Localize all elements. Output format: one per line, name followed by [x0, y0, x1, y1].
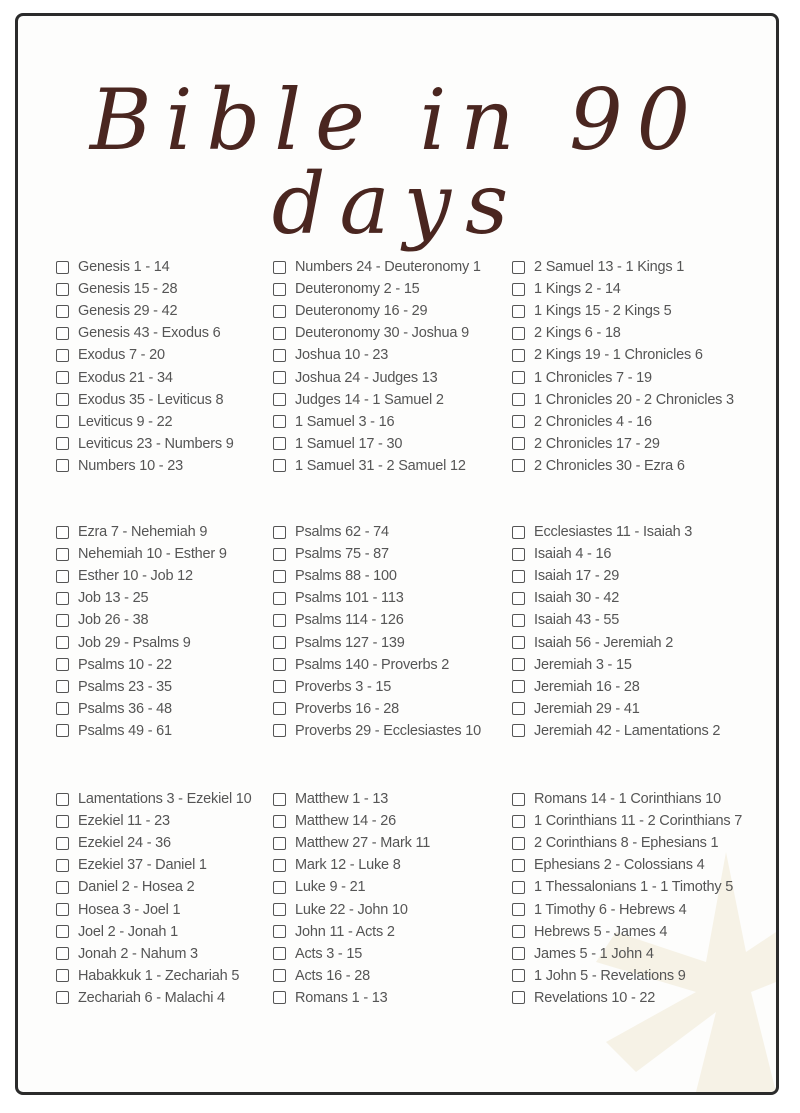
checkbox[interactable]: [56, 925, 69, 938]
checklist-item[interactable]: [273, 300, 427, 322]
checkbox[interactable]: [56, 991, 69, 1004]
checkbox[interactable]: [273, 570, 286, 583]
checklist-item[interactable]: [56, 810, 170, 832]
checklist-item[interactable]: [56, 411, 172, 433]
checklist-item[interactable]: [56, 965, 239, 987]
reading-range-label: Joshua 24 - Judges 13: [295, 369, 438, 386]
checklist-item[interactable]: [56, 256, 170, 278]
reading-range-label: 1 John 5 - Revelations 9: [534, 967, 686, 984]
checklist-item[interactable]: [512, 698, 640, 720]
reading-range-label: Joshua 10 - 23: [295, 347, 389, 364]
checklist-item[interactable]: [56, 943, 198, 965]
checklist-item[interactable]: [512, 587, 619, 609]
checklist-item[interactable]: [273, 389, 444, 411]
checklist-item[interactable]: [273, 543, 389, 565]
reading-range-label: 1 Samuel 17 - 30: [295, 435, 403, 452]
checkbox[interactable]: [512, 636, 525, 649]
checklist-item[interactable]: [273, 676, 391, 698]
checklist-item[interactable]: [56, 433, 234, 455]
checkbox[interactable]: [512, 459, 525, 472]
reading-range-label: Deuteronomy 30 - Joshua 9: [295, 325, 469, 342]
checkbox[interactable]: [512, 724, 525, 737]
checkbox[interactable]: [273, 702, 286, 715]
reading-range-label: Nehemiah 10 - Esther 9: [78, 546, 227, 563]
reading-range-label: Jonah 2 - Nahum 3: [78, 945, 198, 962]
reading-range-label: Jeremiah 3 - 15: [534, 656, 632, 673]
reading-range-label: James 5 - 1 John 4: [534, 945, 654, 962]
checklist-item[interactable]: [56, 367, 173, 389]
checkbox[interactable]: [273, 793, 286, 806]
checklist-item[interactable]: [273, 411, 394, 433]
reading-range-label: 1 Thessalonians 1 - 1 Timothy 5: [534, 879, 734, 896]
checklist-item[interactable]: [56, 720, 172, 742]
reading-range-label: 1 Samuel 3 - 16: [295, 413, 395, 430]
checklist-item[interactable]: [56, 587, 148, 609]
checklist-item[interactable]: [512, 965, 686, 987]
reading-range-label: Psalms 23 - 35: [78, 678, 172, 695]
checkbox[interactable]: [56, 680, 69, 693]
reading-range-label: Exodus 35 - Leviticus 8: [78, 391, 224, 408]
reading-range-label: Proverbs 3 - 15: [295, 678, 392, 695]
reading-range-label: Proverbs 29 - Ecclesiastes 10: [295, 722, 482, 739]
checkbox[interactable]: [273, 548, 286, 561]
checklist-item[interactable]: [56, 278, 177, 300]
checklist-item[interactable]: [512, 921, 667, 943]
checklist-item[interactable]: [512, 788, 721, 810]
checklist-item[interactable]: [512, 720, 720, 742]
checklist-item[interactable]: [512, 876, 733, 898]
reading-range-label: Matthew 14 - 26: [295, 813, 396, 830]
checkbox[interactable]: [56, 283, 69, 296]
checkbox[interactable]: [273, 815, 286, 828]
reading-range-label: Isaiah 30 - 42: [534, 590, 620, 607]
page-title: Bible in 90 days: [89, 71, 705, 253]
reading-range-label: Genesis 29 - 42: [78, 303, 178, 320]
reading-range-label: 2 Samuel 13 - 1 Kings 1: [534, 259, 685, 275]
checklist-item[interactable]: [273, 899, 408, 921]
checklist-item[interactable]: [56, 899, 180, 921]
reading-range-label: Genesis 15 - 28: [78, 281, 178, 298]
reading-range-label: Hebrews 5 - James 4: [534, 923, 668, 940]
checkbox[interactable]: [512, 969, 525, 982]
checklist-item[interactable]: [512, 676, 640, 698]
checkbox[interactable]: [56, 548, 69, 561]
checklist-item[interactable]: [56, 654, 172, 676]
reading-range-label: Isaiah 43 - 55: [534, 612, 620, 629]
checkbox[interactable]: [56, 437, 69, 450]
checklist-item[interactable]: [56, 565, 193, 587]
checkbox[interactable]: [56, 327, 69, 340]
checkbox[interactable]: [56, 415, 69, 428]
checkbox[interactable]: [512, 570, 525, 583]
checkbox[interactable]: [273, 305, 286, 318]
reading-range-label: 1 Kings 15 - 2 Kings 5: [534, 303, 672, 320]
checkbox[interactable]: [56, 393, 69, 406]
checklist-item[interactable]: [512, 543, 611, 565]
checkbox[interactable]: [512, 815, 525, 828]
checkbox[interactable]: [512, 393, 525, 406]
checklist-item[interactable]: [273, 565, 397, 587]
checklist-item[interactable]: [512, 256, 684, 278]
reading-range-label: Revelations 10 - 22: [534, 989, 656, 1006]
checklist-item[interactable]: [273, 521, 389, 543]
checkbox[interactable]: [512, 947, 525, 960]
checkbox[interactable]: [512, 881, 525, 894]
checkbox[interactable]: [56, 459, 69, 472]
reading-range-label: Psalms 88 - 100: [295, 568, 397, 585]
checklist-item[interactable]: [512, 433, 660, 455]
reading-range-label: Psalms 127 - 139: [295, 634, 405, 651]
checklist-item[interactable]: [273, 278, 420, 300]
checklist-item[interactable]: [512, 899, 687, 921]
checklist-item[interactable]: [512, 609, 619, 631]
checkbox[interactable]: [56, 371, 69, 384]
checklist-item[interactable]: [512, 411, 652, 433]
reading-range-label: Ezekiel 24 - 36: [78, 835, 171, 852]
checklist-item[interactable]: [273, 632, 405, 654]
reading-range-label: Psalms 101 - 113: [295, 590, 404, 607]
reading-range-label: Exodus 7 - 20: [78, 347, 165, 364]
reading-range-label: Hosea 3 - Joel 1: [78, 901, 181, 918]
checklist-item[interactable]: [56, 876, 195, 898]
checkbox[interactable]: [273, 991, 286, 1004]
reading-range-label: Proverbs 16 - 28: [295, 700, 399, 717]
reading-range-label: Jeremiah 16 - 28: [534, 678, 640, 695]
reading-range-label: Deuteronomy 2 - 15: [295, 281, 420, 298]
reading-range-label: Ezekiel 37 - Daniel 1: [78, 857, 207, 874]
reading-range-label: Matthew 1 - 13: [295, 791, 389, 807]
checkbox[interactable]: [273, 724, 286, 737]
checklist-item[interactable]: [512, 367, 652, 389]
reading-range-label: Leviticus 23 - Numbers 9: [78, 435, 234, 452]
checklist-item[interactable]: [56, 521, 207, 543]
checkbox[interactable]: [512, 925, 525, 938]
reading-range-label: 2 Kings 6 - 18: [534, 325, 621, 342]
checklist-item[interactable]: [56, 300, 177, 322]
checkbox[interactable]: [56, 349, 69, 362]
checklist-item[interactable]: [56, 609, 148, 631]
checkbox[interactable]: [56, 793, 69, 806]
checkbox[interactable]: [273, 636, 286, 649]
checklist-item[interactable]: [273, 654, 449, 676]
reading-range-label: 2 Kings 19 - 1 Chronicles 6: [534, 347, 703, 364]
checklist-item[interactable]: [512, 654, 632, 676]
checklist-item[interactable]: [56, 344, 165, 366]
checklist-item[interactable]: [56, 698, 172, 720]
checkbox[interactable]: [273, 680, 286, 693]
reading-range-label: 1 Kings 2 - 14: [534, 281, 621, 298]
checklist-item[interactable]: [273, 921, 395, 943]
reading-range-label: Ezra 7 - Nehemiah 9: [78, 524, 208, 540]
reading-range-label: Romans 1 - 13: [295, 989, 388, 1006]
checklist-item[interactable]: [56, 854, 207, 876]
checklist-item[interactable]: [273, 344, 388, 366]
checkbox[interactable]: [56, 903, 69, 916]
checkbox[interactable]: [512, 837, 525, 850]
checkbox[interactable]: [56, 592, 69, 605]
checklist-item[interactable]: [273, 965, 370, 987]
reading-range-label: Daniel 2 - Hosea 2: [78, 879, 195, 896]
checkbox[interactable]: [273, 658, 286, 671]
reading-range-label: Psalms 36 - 48: [78, 700, 172, 717]
checkbox[interactable]: [56, 614, 69, 627]
checklist-item[interactable]: [273, 698, 399, 720]
checklist-item[interactable]: [56, 987, 225, 1009]
reading-range-label: Matthew 27 - Mark 11: [295, 835, 431, 852]
checkbox[interactable]: [273, 837, 286, 850]
reading-range-label: Psalms 49 - 61: [78, 722, 172, 739]
reading-range-label: Acts 3 - 15: [295, 945, 363, 962]
checkbox[interactable]: [273, 261, 286, 274]
reading-range-label: Jeremiah 42 - Lamentations 2: [534, 722, 721, 739]
checklist-item[interactable]: [512, 565, 619, 587]
checkbox[interactable]: [512, 903, 525, 916]
checklist-item[interactable]: [512, 832, 718, 854]
checklist-item[interactable]: [56, 921, 178, 943]
checkbox[interactable]: [512, 437, 525, 450]
checkbox[interactable]: [56, 570, 69, 583]
checkbox[interactable]: [273, 969, 286, 982]
reading-range-label: Job 29 - Psalms 9: [78, 634, 191, 651]
checkbox[interactable]: [512, 305, 525, 318]
checkbox[interactable]: [512, 283, 525, 296]
reading-range-label: Luke 22 - John 10: [295, 901, 408, 918]
reading-range-label: Ephesians 2 - Colossians 4: [534, 857, 705, 874]
checkbox[interactable]: [273, 283, 286, 296]
checklist-item[interactable]: [56, 832, 171, 854]
checklist-item[interactable]: [273, 322, 469, 344]
reading-range-label: Isaiah 4 - 16: [534, 546, 612, 563]
reading-range-label: John 11 - Acts 2: [295, 923, 395, 940]
checkbox[interactable]: [273, 947, 286, 960]
checklist-item[interactable]: [512, 300, 671, 322]
checkbox[interactable]: [56, 815, 69, 828]
checkbox[interactable]: [512, 592, 525, 605]
checklist-item[interactable]: [273, 587, 404, 609]
checkbox[interactable]: [56, 636, 69, 649]
reading-range-label: Habakkuk 1 - Zechariah 5: [78, 967, 240, 984]
reading-range-label: 1 Corinthians 11 - 2 Corinthians 7: [534, 813, 743, 830]
checkbox[interactable]: [273, 327, 286, 340]
checkbox[interactable]: [512, 793, 525, 806]
checkbox[interactable]: [56, 702, 69, 715]
checklist-item[interactable]: [512, 632, 673, 654]
checklist-item[interactable]: [512, 344, 703, 366]
reading-range-label: Genesis 1 - 14: [78, 259, 170, 275]
checkbox[interactable]: [56, 305, 69, 318]
checkbox[interactable]: [273, 371, 286, 384]
checkbox[interactable]: [56, 526, 69, 539]
checkbox[interactable]: [273, 526, 286, 539]
checkbox[interactable]: [512, 415, 525, 428]
reading-range-label: Leviticus 9 - 22: [78, 413, 173, 430]
checkbox[interactable]: [512, 680, 525, 693]
reading-range-label: Psalms 62 - 74: [295, 524, 389, 540]
checkbox[interactable]: [273, 349, 286, 362]
checklist-item[interactable]: [273, 987, 388, 1009]
reading-range-label: Psalms 10 - 22: [78, 656, 172, 673]
reading-range-label: Joel 2 - Jonah 1: [78, 923, 178, 940]
checklist-item[interactable]: [512, 455, 685, 477]
checklist-item[interactable]: [56, 322, 221, 344]
checkbox[interactable]: [273, 614, 286, 627]
checklist-item[interactable]: [512, 521, 692, 543]
reading-plan-sheet: [15, 13, 779, 1095]
checkbox[interactable]: [273, 459, 286, 472]
reading-range-label: Isaiah 56 - Jeremiah 2: [534, 634, 674, 651]
checkbox[interactable]: [273, 881, 286, 894]
checkbox[interactable]: [56, 658, 69, 671]
reading-range-label: 2 Chronicles 30 - Ezra 6: [534, 457, 685, 474]
checklist-item[interactable]: [273, 367, 438, 389]
reading-range-label: Romans 14 - 1 Corinthians 10: [534, 791, 722, 807]
checkbox[interactable]: [273, 859, 286, 872]
checkbox[interactable]: [56, 837, 69, 850]
reading-range-label: 1 Samuel 31 - 2 Samuel 12: [295, 457, 466, 474]
reading-range-label: Psalms 114 - 126: [295, 612, 404, 629]
checklist-item[interactable]: [512, 322, 621, 344]
checklist-item[interactable]: [512, 278, 621, 300]
reading-range-label: Mark 12 - Luke 8: [295, 857, 401, 874]
checklist-item[interactable]: [273, 433, 402, 455]
checklist-item[interactable]: [56, 389, 223, 411]
checkbox[interactable]: [512, 526, 525, 539]
checkbox[interactable]: [273, 592, 286, 605]
checkbox[interactable]: [56, 969, 69, 982]
reading-range-label: Ezekiel 11 - 23: [78, 813, 170, 830]
reading-range-label: Numbers 10 - 23: [78, 457, 183, 474]
checklist-item[interactable]: [273, 876, 365, 898]
checklist-item[interactable]: [56, 543, 227, 565]
checkbox[interactable]: [512, 548, 525, 561]
checklist-item[interactable]: [273, 943, 362, 965]
checklist-item[interactable]: [273, 854, 401, 876]
checklist-item[interactable]: [273, 720, 481, 742]
reading-range-label: Jeremiah 29 - 41: [534, 700, 640, 717]
reading-range-label: Judges 14 - 1 Samuel 2: [295, 391, 444, 408]
checkbox[interactable]: [512, 614, 525, 627]
checkbox[interactable]: [512, 991, 525, 1004]
checklist-item[interactable]: [512, 389, 734, 411]
reading-range-label: Job 26 - 38: [78, 612, 149, 629]
checkbox[interactable]: [273, 925, 286, 938]
checklist-item[interactable]: [273, 455, 466, 477]
checkbox[interactable]: [512, 349, 525, 362]
checklist-item[interactable]: [273, 832, 430, 854]
checklist-item[interactable]: [56, 632, 191, 654]
checkbox[interactable]: [56, 261, 69, 274]
reading-range-label: Job 13 - 25: [78, 590, 149, 607]
checkbox[interactable]: [273, 393, 286, 406]
reading-range-label: 2 Chronicles 4 - 16: [534, 413, 652, 430]
reading-range-label: 1 Timothy 6 - Hebrews 4: [534, 901, 687, 918]
checklist-item[interactable]: [512, 987, 655, 1009]
checkbox[interactable]: [56, 947, 69, 960]
checkbox[interactable]: [273, 415, 286, 428]
checkbox[interactable]: [56, 724, 69, 737]
checkbox[interactable]: [512, 702, 525, 715]
checkbox[interactable]: [273, 437, 286, 450]
checklist-item[interactable]: [273, 609, 404, 631]
reading-range-label: Lamentations 3 - Ezekiel 10: [78, 791, 252, 807]
reading-range-label: Luke 9 - 21: [295, 879, 366, 896]
checklist-item[interactable]: [273, 810, 396, 832]
checkbox[interactable]: [512, 658, 525, 671]
reading-range-label: 2 Corinthians 8 - Ephesians 1: [534, 835, 719, 852]
reading-range-label: Genesis 43 - Exodus 6: [78, 325, 221, 342]
checklist-item[interactable]: [512, 854, 705, 876]
checklist-item[interactable]: [273, 256, 481, 278]
reading-range-label: Acts 16 - 28: [295, 967, 370, 984]
checkbox[interactable]: [512, 371, 525, 384]
reading-range-label: 1 Chronicles 7 - 19: [534, 369, 652, 386]
reading-range-label: Deuteronomy 16 - 29: [295, 303, 428, 320]
reading-range-label: Zechariah 6 - Malachi 4: [78, 989, 225, 1006]
checkbox[interactable]: [273, 903, 286, 916]
reading-range-label: Psalms 75 - 87: [295, 546, 389, 563]
reading-range-label: Psalms 140 - Proverbs 2: [295, 656, 450, 673]
reading-range-label: Ecclesiastes 11 - Isaiah 3: [534, 524, 693, 540]
reading-range-label: Exodus 21 - 34: [78, 369, 173, 386]
checklist-item[interactable]: [56, 455, 183, 477]
checklist-item[interactable]: [273, 788, 388, 810]
checkbox[interactable]: [56, 881, 69, 894]
reading-range-label: Numbers 24 - Deuteronomy 1: [295, 259, 481, 275]
reading-range-label: Esther 10 - Job 12: [78, 568, 193, 585]
reading-range-label: 2 Chronicles 17 - 29: [534, 435, 660, 452]
checklist-item[interactable]: [56, 676, 172, 698]
checklist-item[interactable]: [56, 788, 252, 810]
reading-range-label: 1 Chronicles 20 - 2 Chronicles 3: [534, 391, 734, 408]
checklist-item[interactable]: [512, 943, 654, 965]
checkbox[interactable]: [56, 859, 69, 872]
checkbox[interactable]: [512, 327, 525, 340]
checkbox[interactable]: [512, 261, 525, 274]
reading-range-label: Isaiah 17 - 29: [534, 568, 620, 585]
checklist-item[interactable]: [512, 810, 742, 832]
checkbox[interactable]: [512, 859, 525, 872]
